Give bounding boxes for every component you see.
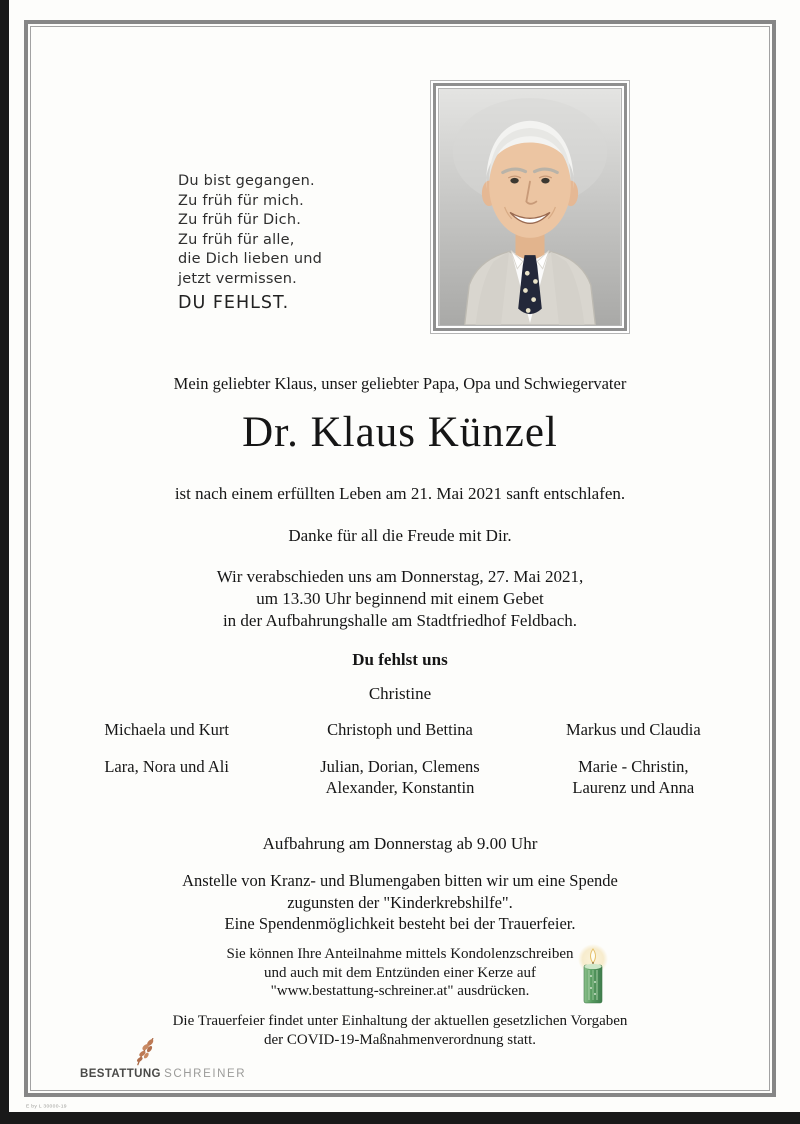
covid-line: der COVID-19-Maßnahmenverordnung statt. <box>263 1031 536 1048</box>
poem-line: Zu früh für Dich. <box>178 212 302 228</box>
portrait-photo-inner <box>438 88 622 326</box>
missing-line: Du fehlst uns <box>352 650 448 669</box>
portrait-photo <box>430 80 630 334</box>
condolence-block <box>40 945 760 1001</box>
farewell-line: um 13.30 Uhr beginnend mit einem Gebet <box>256 589 544 608</box>
memorial-candle-icon <box>570 944 616 1011</box>
condolence-line: "www.bestattung-schreiner.at" ausdrücken. <box>270 983 530 999</box>
family-name-line: Marie - Christin, <box>578 757 689 776</box>
poem-emphasis: DU FEHLST. <box>178 293 290 313</box>
funeral-home-logo <box>80 1036 247 1080</box>
poem-line: jetzt vermissen. <box>178 270 297 287</box>
covid-line: Die Trauerfeier findet unter Einhaltung der aktuellen gesetzlichen Vorgaben <box>172 1013 628 1029</box>
donation-block <box>40 870 760 935</box>
memorial-poem <box>178 172 322 314</box>
donation-line: zugunsten der "Kinderkrebshilfe". <box>287 892 513 912</box>
portrait-illustration <box>439 89 621 325</box>
scan-edge-left <box>0 0 9 1124</box>
poem-line: Du bist gegangen. <box>178 173 315 189</box>
poem-line: Zu früh für alle, <box>178 231 295 248</box>
family-name-cell <box>283 756 516 798</box>
condolence-line: und auch mit dem Entzünden einer Kerze auf <box>264 964 536 981</box>
thanks-line: Danke für all die Freude mit Dir. <box>288 526 512 545</box>
family-name-cell <box>517 756 750 798</box>
scan-edge-bottom <box>0 1112 800 1124</box>
intro-line: Mein geliebter Klaus, unser geliebter Papa, Opa und Schwiegervater <box>173 374 627 393</box>
family-parent-name: Christine <box>368 684 432 703</box>
farewell-line: Wir verabschieden uns am Donnerstag, 27. Mai 2021, <box>216 567 584 586</box>
passing-line: ist nach einem erfüllten Leben am 21. Mai 2021 sanft entschlafen. <box>174 484 626 503</box>
portrait-photo-frame <box>433 83 627 331</box>
family-name-cell: Christoph und Bettina <box>327 720 473 739</box>
print-imprint: E by L 30000-19 <box>26 1103 67 1109</box>
family-name-line: Alexander, Konstantin <box>325 778 475 797</box>
family-names-row-2 <box>50 756 750 798</box>
farewell-block <box>40 566 760 632</box>
leaf-icon <box>132 1036 158 1066</box>
decorative-frame <box>24 20 776 1097</box>
family-name-cell: Markus und Claudia <box>565 720 701 739</box>
condolence-line: Sie können Ihre Anteilnahme mittels Kondolenzschreiben <box>226 946 574 962</box>
funeral-home-name <box>80 1068 247 1080</box>
family-name-line: Lara, Nora und Ali <box>104 757 229 776</box>
family-name-cell: Michaela und Kurt <box>104 720 229 739</box>
family-names-row-1 <box>50 719 750 740</box>
logo-word-schreiner: SCHREINER <box>164 1068 247 1080</box>
farewell-line: in der Aufbahrungshalle am Stadtfriedhof Feldbach. <box>222 611 578 630</box>
donation-line: Eine Spendenmöglichkeit besteht bei der Trauerfeier. <box>224 914 576 933</box>
donation-line: Anstelle von Kranz- und Blumengaben bitten wir um eine Spende <box>182 871 618 890</box>
logo-word-bestattung: BESTATTUNG <box>80 1068 161 1080</box>
poem-line: die Dich lieben und <box>178 251 323 267</box>
aufbahrung-line: Aufbahrung am Donnerstag ab 9.00 Uhr <box>262 834 538 853</box>
family-name-cell <box>50 756 283 798</box>
poem-line: Zu früh für mich. <box>178 192 304 209</box>
family-name-line: Julian, Dorian, Clemens <box>320 757 480 776</box>
deceased-name: Dr. Klaus Künzel <box>242 409 558 456</box>
family-name-line: Laurenz und Anna <box>572 778 695 797</box>
